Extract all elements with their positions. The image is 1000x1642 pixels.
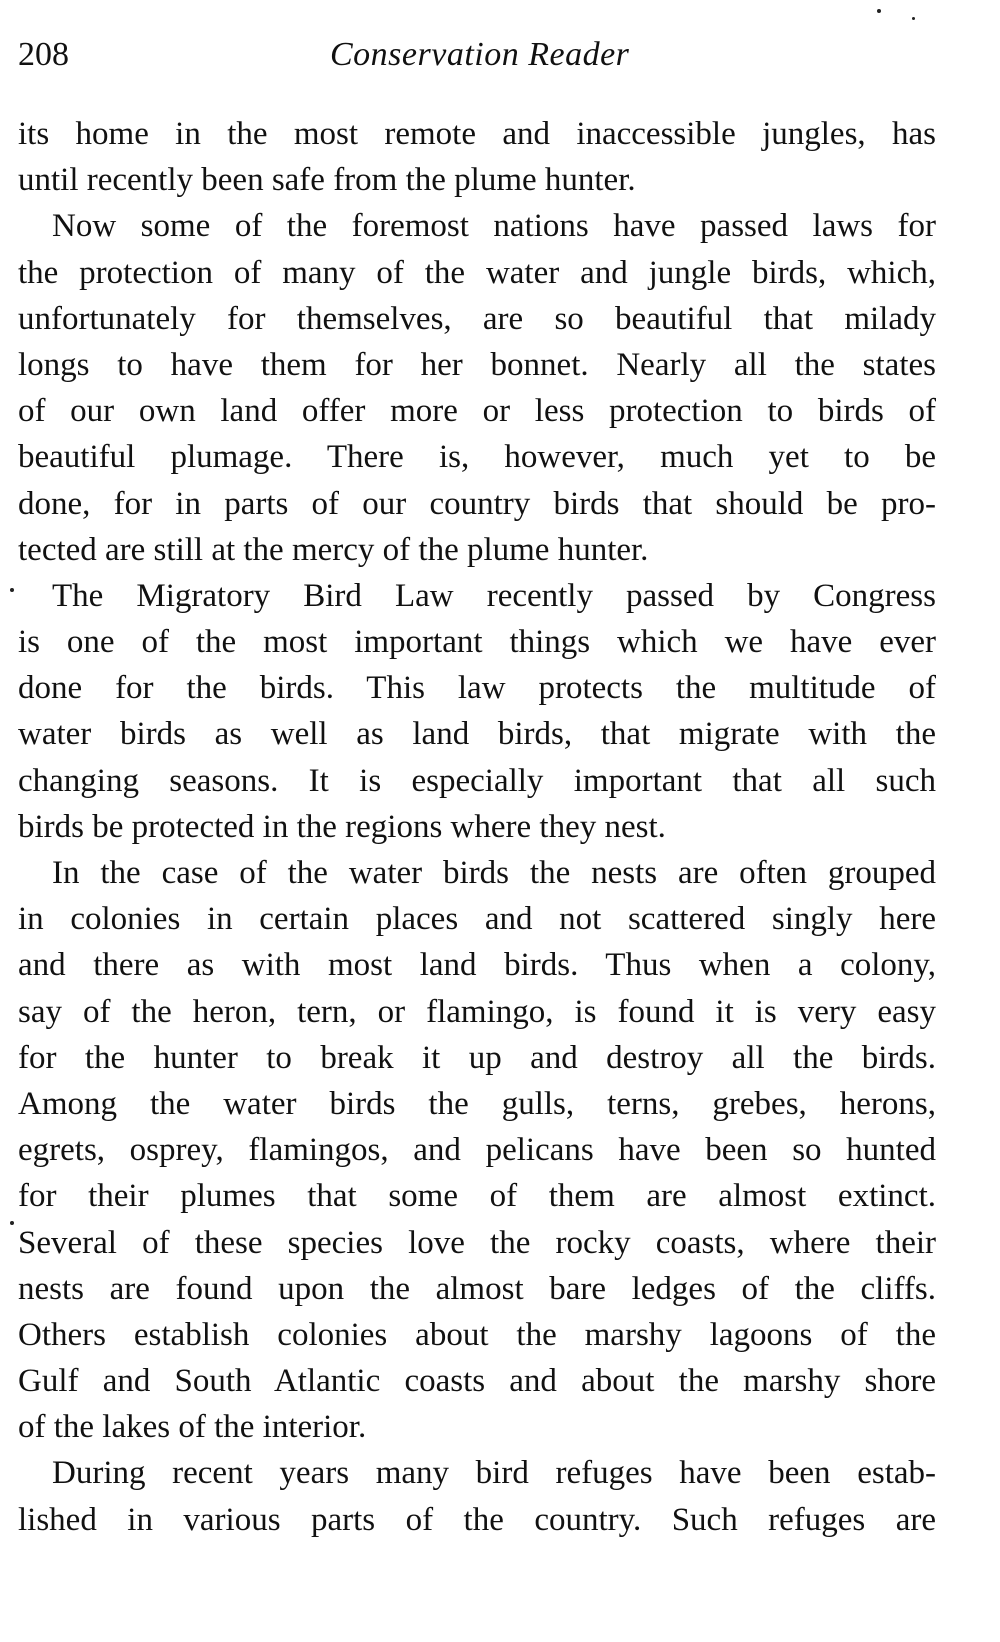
scan-speck — [10, 588, 14, 592]
text-line: egrets, osprey, flamingos, and pelicans have been so hunted — [18, 1132, 936, 1169]
paragraph-first-line: In the case of the water birds the nests are often grouped — [52, 855, 936, 891]
scan-speck — [912, 17, 915, 20]
body-text — [18, 111, 936, 1543]
text-line: beautiful plumage. There is, however, much yet to be — [18, 439, 936, 476]
text-line: until recently been safe from the plume hunter. — [18, 162, 636, 199]
page-header — [18, 30, 978, 80]
paragraph-first-line: Now some of the foremost nations have passed laws for — [52, 208, 936, 245]
text-line: done, for in parts of our country birds that should be pro- — [18, 485, 936, 522]
scan-speck — [10, 1221, 14, 1225]
text-line: of the lakes of the interior. — [18, 1409, 367, 1446]
text-line: say of the heron, tern, or flamingo, is found it is very easy — [18, 993, 936, 1030]
text-line: unfortunately for themselves, are so beautiful that milady — [18, 300, 936, 337]
text-line: its home in the most remote and inaccessible jungles, has — [18, 116, 936, 152]
text-line: the protection of many of the water and jungle birds, which, — [18, 254, 936, 291]
text-line: changing seasons. It is especially important that all such — [18, 762, 936, 799]
text-line: is one of the most important things which we have ever — [18, 624, 936, 661]
text-line: and there as with most land birds. Thus when a colony, — [18, 947, 936, 984]
text-line: for the hunter to break it up and destroy all the birds. — [18, 1039, 936, 1076]
text-line: birds be protected in the regions where they nest. — [18, 808, 666, 845]
text-line: Gulf and South Atlantic coasts and about the marshy shore — [18, 1363, 936, 1400]
paragraph-first-line: During recent years many bird refuges have been estab- — [52, 1455, 936, 1492]
text-line: longs to have them for her bonnet. Nearly all the states — [18, 346, 936, 383]
text-line: water birds as well as land birds, that migrate with the — [18, 716, 936, 753]
text-line: in colonies in certain places and not scattered singly here — [18, 901, 936, 938]
text-line: lished in various parts of the country. Such refuges are — [18, 1501, 936, 1538]
text-line: of our own land offer more or less protection to birds of — [18, 393, 936, 430]
running-title: Conservation Reader — [330, 36, 630, 73]
text-line: done for the birds. This law protects the multitude of — [18, 670, 936, 707]
scan-speck — [877, 9, 881, 13]
text-line: Among the water birds the gulls, terns, grebes, herons, — [18, 1085, 936, 1122]
text-line: Several of these species love the rocky coasts, where their — [18, 1224, 936, 1261]
text-line: nests are found upon the almost bare ledges of the cliffs. — [18, 1270, 936, 1307]
paragraph-first-line: The Migratory Bird Law recently passed by Congress — [52, 577, 936, 614]
text-line: tected are still at the mercy of the plume hunter. — [18, 531, 649, 568]
page-number: 208 — [18, 36, 69, 73]
text-line: Others establish colonies about the marshy lagoons of the — [18, 1316, 936, 1353]
text-line: for their plumes that some of them are almost extinct. — [18, 1178, 936, 1215]
